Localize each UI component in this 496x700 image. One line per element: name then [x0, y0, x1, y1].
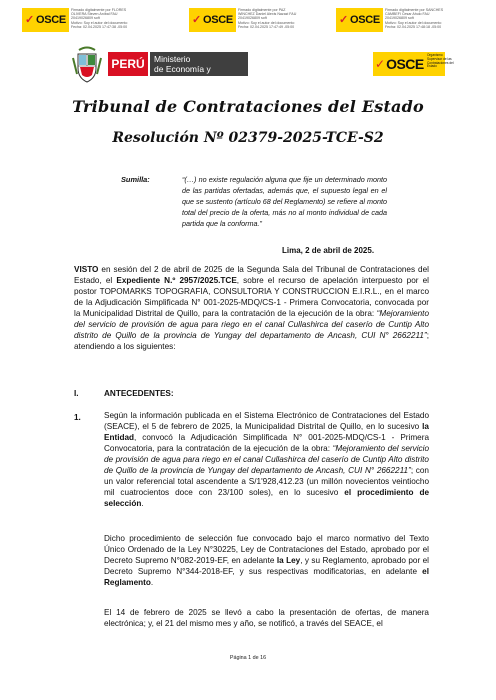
visto-paragraph: VISTO en sesión del 2 de abril de 2025 de la Segunda Sala del Tribunal de Contrataciones del Estado, el Expediente N.º 2957/2025.TCE, sobre el recurso de apelación interpuesto por el postor TOPOMARKS TOPOGRAFIA, CONSULTORIA Y CONSTRUCCION E.I.R.L., en el marco de la Adjudicación Simplificada N° 001-2025-MDQ/CS-1 - Primera Convocatoria, convocada por la Municipalidad Distrital de Quillo, para la contratación de la ejecución de la obra: “Mejoramiento del servicio de provisión de agua para riego en el canal Cullashirca del caserío de Cuntip Alto distrito de Quillo de la provincia de Yungay del departamento de Ancash, CUI N° 2662211”; atendiendo a los siguientes:: [74, 265, 429, 351]
peru-coat-of-arms-icon: [70, 44, 104, 84]
ministry-line-1: Ministerio: [154, 54, 191, 64]
item-number: 1.: [74, 413, 81, 422]
antecedente-paragraph-3: El 14 de febrero de 2025 se llevó a cabo la presentación de ofertas, de manera electrónica; y, el 21 del mismo mes y año, se notificó, a través del SEACE, el: [104, 608, 429, 628]
signature-text: Firmado digitalmente por PAZ WINCHEZ Daniel Alexis Nazazi FAU 20419026809 soft Motivo: Soy el autor del documento Fecha: 02.04.2025 17:47:49 -05:00: [237, 8, 297, 29]
digital-signature-2: [189, 8, 308, 32]
ministry-line-2: de Economía y Finanzas: [154, 64, 211, 84]
digital-signature-1: [22, 8, 141, 32]
osce-check-icon: ✓: [375, 57, 386, 71]
signature-text: Firmado digitalmente por FLORES OLIVERA Steven Aníbal FAU 20419026809 soft Motivo: Soy el autor del documento Fecha: 02.04.2025 17:47:38 -05:00: [70, 8, 128, 29]
digital-signature-3: [336, 8, 455, 32]
page-title: Tribunal de Contrataciones del Estado: [72, 97, 424, 116]
antecedente-paragraph-1: Según la información publicada en el Sistema Electrónico de Contrataciones del Estado (SEACE), el 5 de febrero de 2025, la Municipalidad Distrital de Quillo, en lo sucesivo la Entidad, convocó la Adjudicación Simplificada N° 001-2025-MDQ/CS-1 - Primera Convocatoria, para la contratación de la ejecución de la obra: “Mejoramiento del servicio de provisión de agua para riego en el canal Cullashirca del caserío de Cuntip Alto distrito de Quillo de la provincia de Yungay del departamento de Ancash, CUI N° 2662211”; con un valor referencial total ascendente a S/1'928,412.23 (un millón novecientos veintiocho mil cuatrocientos doce con 23/100 soles), en lo sucesivo el procedimiento de selección.: [104, 411, 430, 508]
osce-logo: ✓ OSCE: [22, 8, 69, 32]
section-number: I.: [74, 389, 79, 398]
resolution-number: Resolución Nº 02379-2025-TCE-S2: [112, 130, 384, 146]
osce-logo-large: ✓ OSCE: [373, 52, 445, 76]
antecedente-paragraph-2: Dicho procedimiento de selección fue convocado bajo el marco normativo del Texto Único Ordenado de la Ley N°30225, Ley de Contrataciones del Estado, aprobado por el Decreto Supremo N°082-2019-EF, en adelante la Ley, y su Reglamento, aprobado por el Decreto Supremo N°344-2018-EF, y sus respectivas modificatorias, en adelante el Reglamento.: [104, 534, 429, 587]
signature-text: Firmado digitalmente por SANCHES CAMBEFI Cesar Ahulo FAU 20419026809 soft Motivo: Soy el autor del documento Fecha: 02.04.2025 17:48:18 -05:00: [384, 8, 444, 29]
osce-subtitle: Organismo Supervisor de las Contrataciones del Estado: [427, 53, 454, 69]
document-date: Lima, 2 de abril de 2025.: [282, 246, 375, 255]
page-footer: Página 1 de 16: [229, 655, 267, 661]
sumilla-text: “(…) no existe regulación alguna que fije un determinado monto de las partidas ofertadas, además que, el supuesto legal en el que se sustento (artículo 68 del Reglamento) se refiere al monto total del precio de la oferta, más no al monto individual de cada partida que la conforma.”: [182, 175, 387, 228]
osce-logo: ✓ OSCE: [189, 8, 236, 32]
ministry-label: [150, 52, 248, 84]
sumilla-label: Sumilla:: [121, 175, 150, 184]
peru-label: PERÚ: [108, 52, 148, 76]
section-title: ANTECEDENTES:: [104, 389, 174, 398]
osce-logo: ✓ OSCE: [336, 8, 383, 32]
